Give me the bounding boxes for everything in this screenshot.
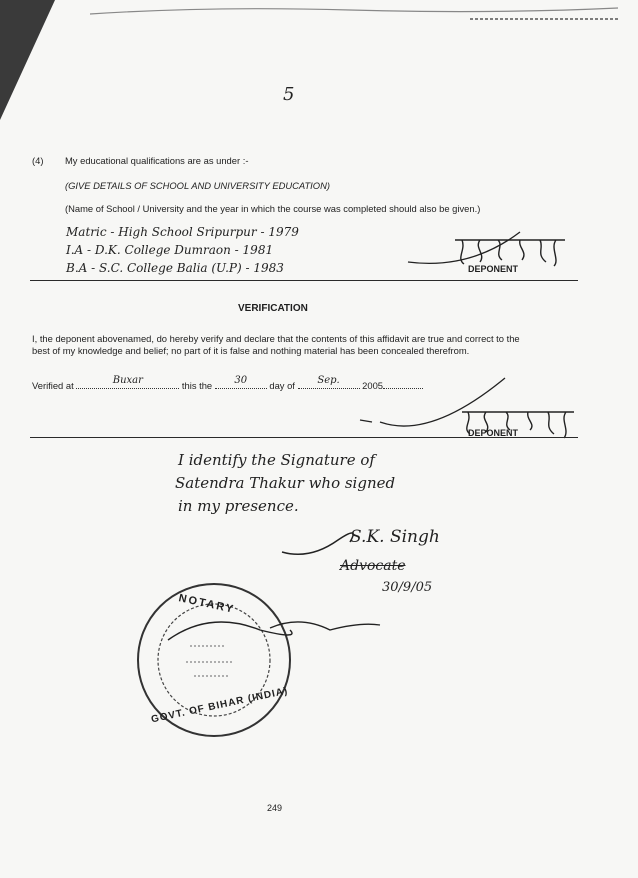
advocate-date: 30/9/05	[382, 580, 433, 595]
this-the-label: this the	[181, 380, 213, 391]
qualification-entry: B.A - S.C. College Balia (U.P) - 1983	[66, 261, 284, 275]
year-value: 2005	[362, 380, 383, 391]
page-footer-number: 249	[267, 803, 283, 813]
month-value: Sep.	[317, 374, 340, 386]
advocate-title: Advocate	[340, 558, 406, 574]
page-number-mark: 5	[283, 84, 295, 105]
stamp-text-top: NOTARY	[177, 592, 237, 616]
verified-at-label: Verified at	[32, 380, 74, 391]
stamp-text-bottom: GOVT. OF BIHAR (INDIA)	[150, 685, 290, 726]
verification-statement: I, the deponent abovenamed, do hereby verify and declare that the contents of this affidavit are true and correct to the best of my knowledge and belief; no part of it is false and nothing material has been concealed therefrom.	[32, 333, 520, 356]
day-of-label: day of	[269, 380, 295, 391]
day-value: 30	[234, 374, 248, 386]
deponent-label: DEPONENT	[468, 264, 519, 274]
identification-line: Satendra Thakur who signed	[175, 474, 396, 492]
verification-heading: VERIFICATION	[238, 303, 308, 314]
deponent-label: DEPONENT	[468, 428, 519, 438]
qualification-entry: Matric - High School Sripurpur - 1979	[66, 225, 299, 239]
qualification-entry: I.A - D.K. College Dumraon - 1981	[66, 243, 274, 257]
item-number: (4)	[32, 155, 44, 166]
identification-line: I identify the Signature of	[178, 451, 375, 469]
qualifications-instruction: (GIVE DETAILS OF SCHOOL AND UNIVERSITY EDUCATION)	[65, 180, 330, 191]
identification-line: in my presence.	[178, 497, 299, 515]
qualifications-note: (Name of School / University and the year in which the course was completed should also be given.)	[65, 203, 481, 214]
verified-at-value: Buxar	[112, 374, 143, 386]
qualifications-intro: My educational qualifications are as under :-	[65, 155, 249, 166]
advocate-signature: S.K. Singh	[350, 527, 440, 547]
